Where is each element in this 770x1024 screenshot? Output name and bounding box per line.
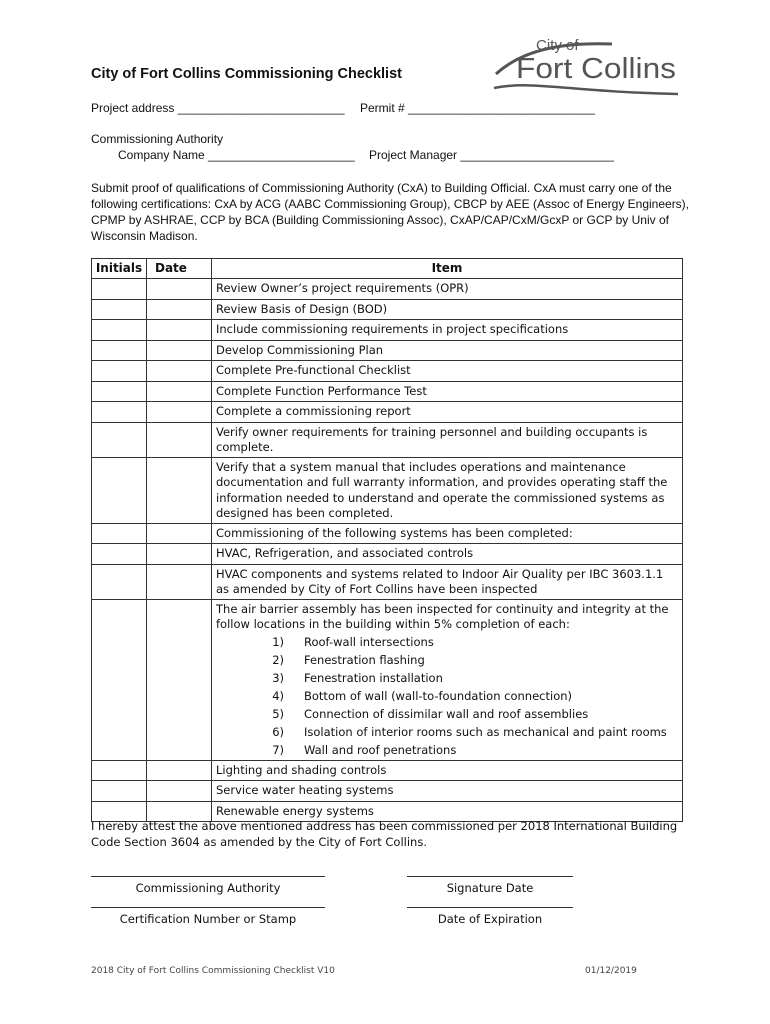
date-cell[interactable] xyxy=(147,760,212,781)
sublist-item xyxy=(216,687,678,705)
table-row xyxy=(92,279,683,300)
initials-cell[interactable] xyxy=(92,599,147,760)
initials-cell[interactable] xyxy=(92,544,147,565)
sublist-number: 2) xyxy=(272,652,284,667)
sublist-text: Connection of dissimilar wall and roof assemblies xyxy=(304,706,589,721)
date-cell[interactable] xyxy=(147,320,212,341)
item-cell: HVAC components and systems related to Indoor Air Quality per IBC 3603.1.1 as amended by City of Fort Collins have been inspected xyxy=(212,564,683,599)
sublist-number: 1) xyxy=(272,634,284,649)
company-name-field[interactable]: Company Name ______________________ xyxy=(118,148,355,162)
initials-cell[interactable] xyxy=(92,381,147,402)
footer-date: 01/12/2019 xyxy=(585,966,637,976)
sublist-item xyxy=(216,741,678,759)
table-row xyxy=(92,422,683,457)
authority-heading: Commissioning Authority xyxy=(91,132,224,146)
header-date: Date xyxy=(147,259,212,279)
item-cell: Commissioning of the following systems has been completed: xyxy=(212,523,683,544)
intro-paragraph: Submit proof of qualifications of Commissioning Authority (CxA) to Building Official. CxA must carry one of the following certifications: CxA by ACG (AABC Commissioning Group), CBCP by AEE (Assoc of Energy Engineers), CPMP by ASHRAE, CCP by BCA (Building Commissioning Assoc), CxAP/CAP/CxM/GcxP or GCP by Univ of Wisconsin Madison. xyxy=(91,181,690,243)
table-row xyxy=(92,781,683,802)
sublist-number: 3) xyxy=(272,670,284,685)
item-cell: Complete a commissioning report xyxy=(212,402,683,423)
initials-cell[interactable] xyxy=(92,781,147,802)
initials-cell[interactable] xyxy=(92,299,147,320)
certification-number-field[interactable]: Certification Number or Stamp xyxy=(91,907,325,926)
sublist-number: 6) xyxy=(272,724,284,739)
table-row xyxy=(92,299,683,320)
sublist-item xyxy=(216,669,678,687)
expiration-date-field[interactable]: Date of Expiration xyxy=(407,907,573,926)
table-row xyxy=(92,564,683,599)
project-manager-field[interactable]: Project Manager _______________________ xyxy=(369,148,614,162)
item-cell: Lighting and shading controls xyxy=(212,760,683,781)
logo-line1: City of xyxy=(536,37,579,54)
date-cell[interactable] xyxy=(147,279,212,300)
date-cell[interactable] xyxy=(147,381,212,402)
date-cell[interactable] xyxy=(147,402,212,423)
header-initials: Initials xyxy=(92,259,147,279)
table-row xyxy=(92,544,683,565)
initials-cell[interactable] xyxy=(92,402,147,423)
sublist-text: Fenestration flashing xyxy=(304,652,425,667)
table-row xyxy=(92,381,683,402)
item-cell: HVAC, Refrigeration, and associated controls xyxy=(212,544,683,565)
checklist-table xyxy=(91,258,683,822)
table-row xyxy=(92,760,683,781)
sublist-item xyxy=(216,651,678,669)
initials-cell[interactable] xyxy=(92,523,147,544)
sublist-item xyxy=(216,705,678,723)
initials-cell[interactable] xyxy=(92,422,147,457)
date-cell[interactable] xyxy=(147,457,212,523)
city-logo-icon xyxy=(492,30,682,100)
item-cell: Verify that a system manual that includes operations and maintenance documentation and full warranty information, and provides operating staff the information needed to understand and operate the commissioned systems as designed has been completed. xyxy=(212,457,683,523)
date-cell[interactable] xyxy=(147,361,212,382)
date-cell[interactable] xyxy=(147,422,212,457)
initials-cell[interactable] xyxy=(92,361,147,382)
sublist-number: 4) xyxy=(272,688,284,703)
item-cell: Service water heating systems xyxy=(212,781,683,802)
sublist-item xyxy=(216,723,678,741)
permit-field[interactable]: Permit # ____________________________ xyxy=(360,101,595,115)
table-row xyxy=(92,361,683,382)
item-cell: Renewable energy systems xyxy=(212,801,683,822)
commissioning-authority-signature[interactable]: Commissioning Authority xyxy=(91,876,325,895)
table-row xyxy=(92,402,683,423)
date-cell[interactable] xyxy=(147,599,212,760)
item-cell: Complete Function Performance Test xyxy=(212,381,683,402)
date-cell[interactable] xyxy=(147,781,212,802)
date-cell[interactable] xyxy=(147,340,212,361)
sublist-text: Wall and roof penetrations xyxy=(304,742,457,757)
initials-cell[interactable] xyxy=(92,457,147,523)
initials-cell[interactable] xyxy=(92,320,147,341)
initials-cell[interactable] xyxy=(92,279,147,300)
initials-cell[interactable] xyxy=(92,760,147,781)
table-row xyxy=(92,320,683,341)
sublist-text: Bottom of wall (wall-to-foundation connection) xyxy=(304,688,573,703)
page-title: City of Fort Collins Commissioning Checklist xyxy=(91,66,402,82)
initials-cell[interactable] xyxy=(92,564,147,599)
date-cell[interactable] xyxy=(147,564,212,599)
table-row xyxy=(92,340,683,361)
table-row xyxy=(92,457,683,523)
sublist-text: Fenestration installation xyxy=(304,670,443,685)
date-cell[interactable] xyxy=(147,299,212,320)
item-cell: Verify owner requirements for training personnel and building occupants is complete. xyxy=(212,422,683,457)
sublist-number: 7) xyxy=(272,742,284,757)
logo-line2: Fort Collins xyxy=(516,53,676,85)
table-row xyxy=(92,599,683,760)
item-cell: Review Owner’s project requirements (OPR) xyxy=(212,279,683,300)
project-address-field[interactable]: Project address _________________________ xyxy=(91,101,345,115)
item-cell: Review Basis of Design (BOD) xyxy=(212,299,683,320)
signature-date-field[interactable]: Signature Date xyxy=(407,876,573,895)
attestation-text: I hereby attest the above mentioned address has been commissioned per 2018 International Building Code Section 3604 as amended by the City of Fort Collins. xyxy=(91,819,678,849)
item-cell: Include commissioning requirements in project specifications xyxy=(212,320,683,341)
table-row xyxy=(92,523,683,544)
footer-version: 2018 City of Fort Collins Commissioning Checklist V10 xyxy=(91,966,335,976)
item-cell: Complete Pre-functional Checklist xyxy=(212,361,683,382)
sublist-text: Isolation of interior rooms such as mechanical and paint rooms xyxy=(304,724,667,739)
air-barrier-text: The air barrier assembly has been inspected for continuity and integrity at the follow locations in the building within 5% completion of each: xyxy=(216,601,669,631)
header-item: Item xyxy=(212,259,683,279)
initials-cell[interactable] xyxy=(92,340,147,361)
item-cell: Develop Commissioning Plan xyxy=(212,340,683,361)
sublist-number: 5) xyxy=(272,706,284,721)
sublist-item xyxy=(216,633,678,651)
date-cell[interactable] xyxy=(147,523,212,544)
sublist-text: Roof-wall intersections xyxy=(304,634,434,649)
date-cell[interactable] xyxy=(147,544,212,565)
item-cell xyxy=(212,599,683,760)
